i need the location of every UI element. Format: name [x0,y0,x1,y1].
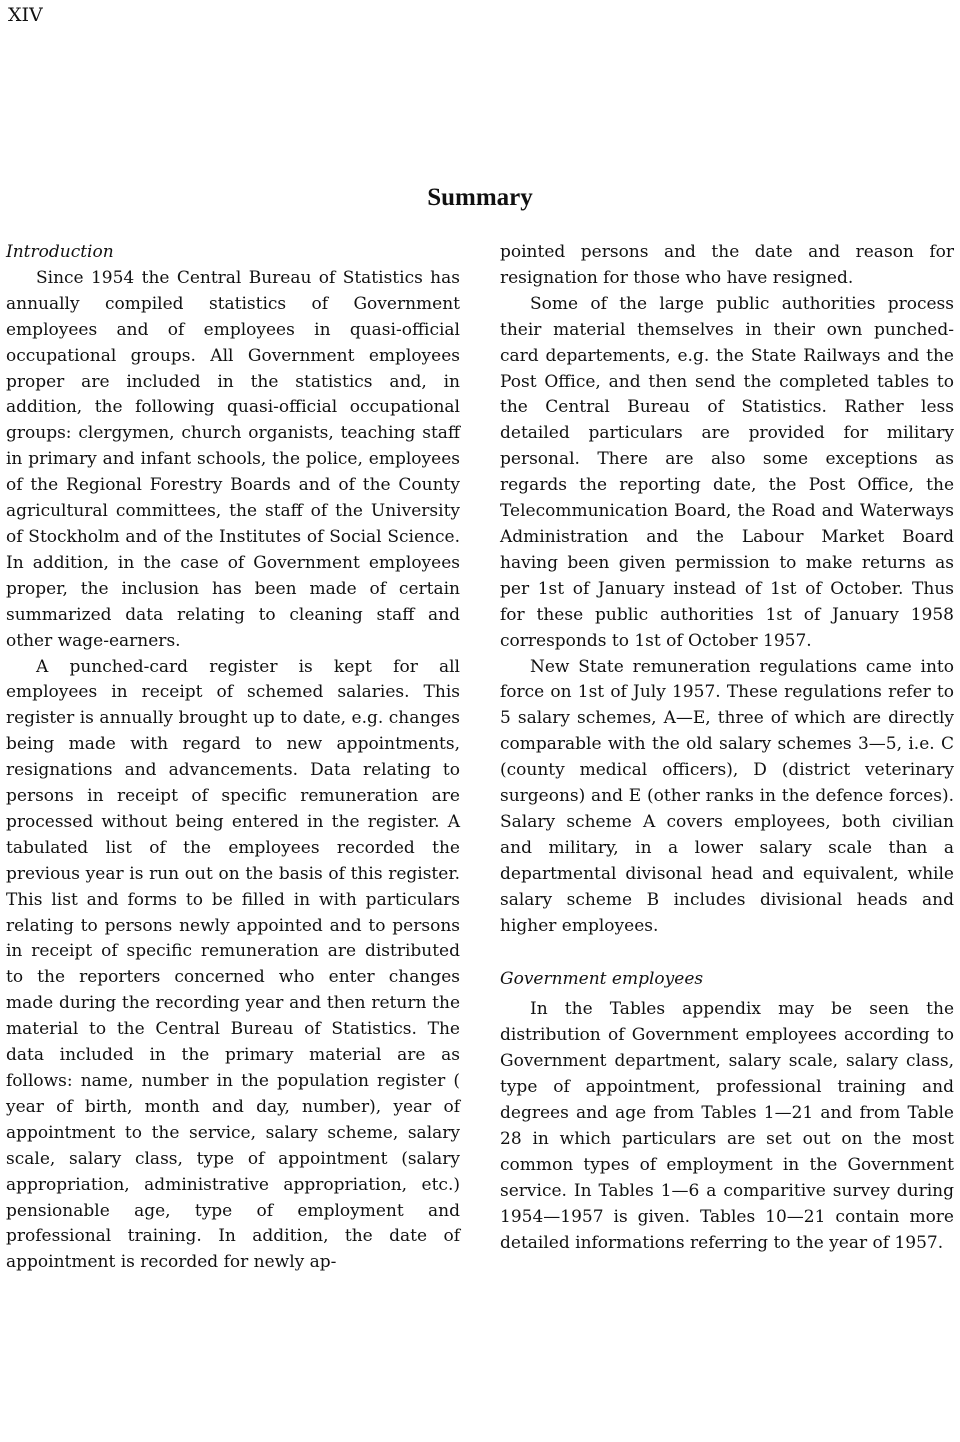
paragraph: pointed persons and the date and reason for resignation for those who have resigned. [500,242,954,288]
page-title: Summary [427,184,533,211]
right-column [500,240,954,1256]
section-heading-government-employees: Government employees [500,969,704,990]
paragraph: A punched-card register is kept for all employees in receipt of schemed salaries. This register is annually brought up to date, e.g. changes being made with regard to new appointments, resignations and advancements. Data relating to persons in receipt of specific remuneration are processed without being entered in the register. A tabulated list of the employees recorded the previous year is run out on the basis of this register. This list and forms to be filled in with particulars relating to persons newly appointed and to persons in receipt of specific remuneration are distributed to the reporters concerned who enter changes made during the recording year and then return the material to the Central Bureau of Statistics. The data included in the primary material are as follows: name, number in the population register ( year of birth, month and day, number), year of appointment to the service, salary scheme, salary scale, salary class, type of appointment (salary appropriation, administrative appropriation, etc.) pensionable age, type of employment and professional training. In addition, the date of appointment is recorded for newly ap- [6,656,460,1273]
section-heading-introduction: Introduction [6,242,114,262]
paragraph: Some of the large public authorities process their material themselves in their own punched-card departements, e.g. the State Railways and the Post Office, and then send the completed tables to the Central Bureau of Statistics. Rather less detailed particulars are provided for military personal. There are also some exceptions as regards the reporting date, the Post Office, the Telecommunication Board, the Road and Waterways Administration and the Labour Market Board having been given permission to make returns as per 1st of January instead of 1st of October. Thus for these public authorities 1st of January 1958 corresponds to 1st of October 1957. [500,293,954,651]
left-column [6,240,460,1276]
paragraph: In the Tables appendix may be seen the distribution of Government employees according to Government department, salary scale, salary class, type of appointment, professional training and degrees and age from Tables 1—21 and from Table 28 in which particulars are set out on the most common types of employment in the Government service. In Tables 1—6 a comparitive survey during 1954—1957 is given. Tables 10—21 contain more detailed informations referring to the year of 1957. [500,999,954,1253]
page-number: XIV [8,4,43,26]
paragraph: New State remuneration regulations came into force on 1st of July 1957. These regulations refer to 5 salary schemes, A—E, three of which are directly comparable with the old salary schemes 3—5, i.e. C (county medical officers), D (district veterinary surgeons) and E (other ranks in the defence forces). Salary scheme A covers employees, both civilian and military, in a lower salary scale than a departmental divisonal head and equivalent, while salary scheme B includes divisional heads and higher employees. [500,656,954,936]
paragraph: Since 1954 the Central Bureau of Statistics has annually compiled statistics of Government employees and of employees in quasi-official occupational groups. All Government employees proper are included in the statistics and, in addition, the following quasi-official occupational groups: clergymen, church organists, teaching staff in primary and infant schools, the police, employees of the Regional Forestry Boards and of the County agricultural committees, the staff of the University of Stockholm and of the Institutes of Social Science. In addition, in the case of Government employees proper, the inclusion has been made of certain summarized data relating to cleaning staff and other wage-earners. [6,267,460,651]
